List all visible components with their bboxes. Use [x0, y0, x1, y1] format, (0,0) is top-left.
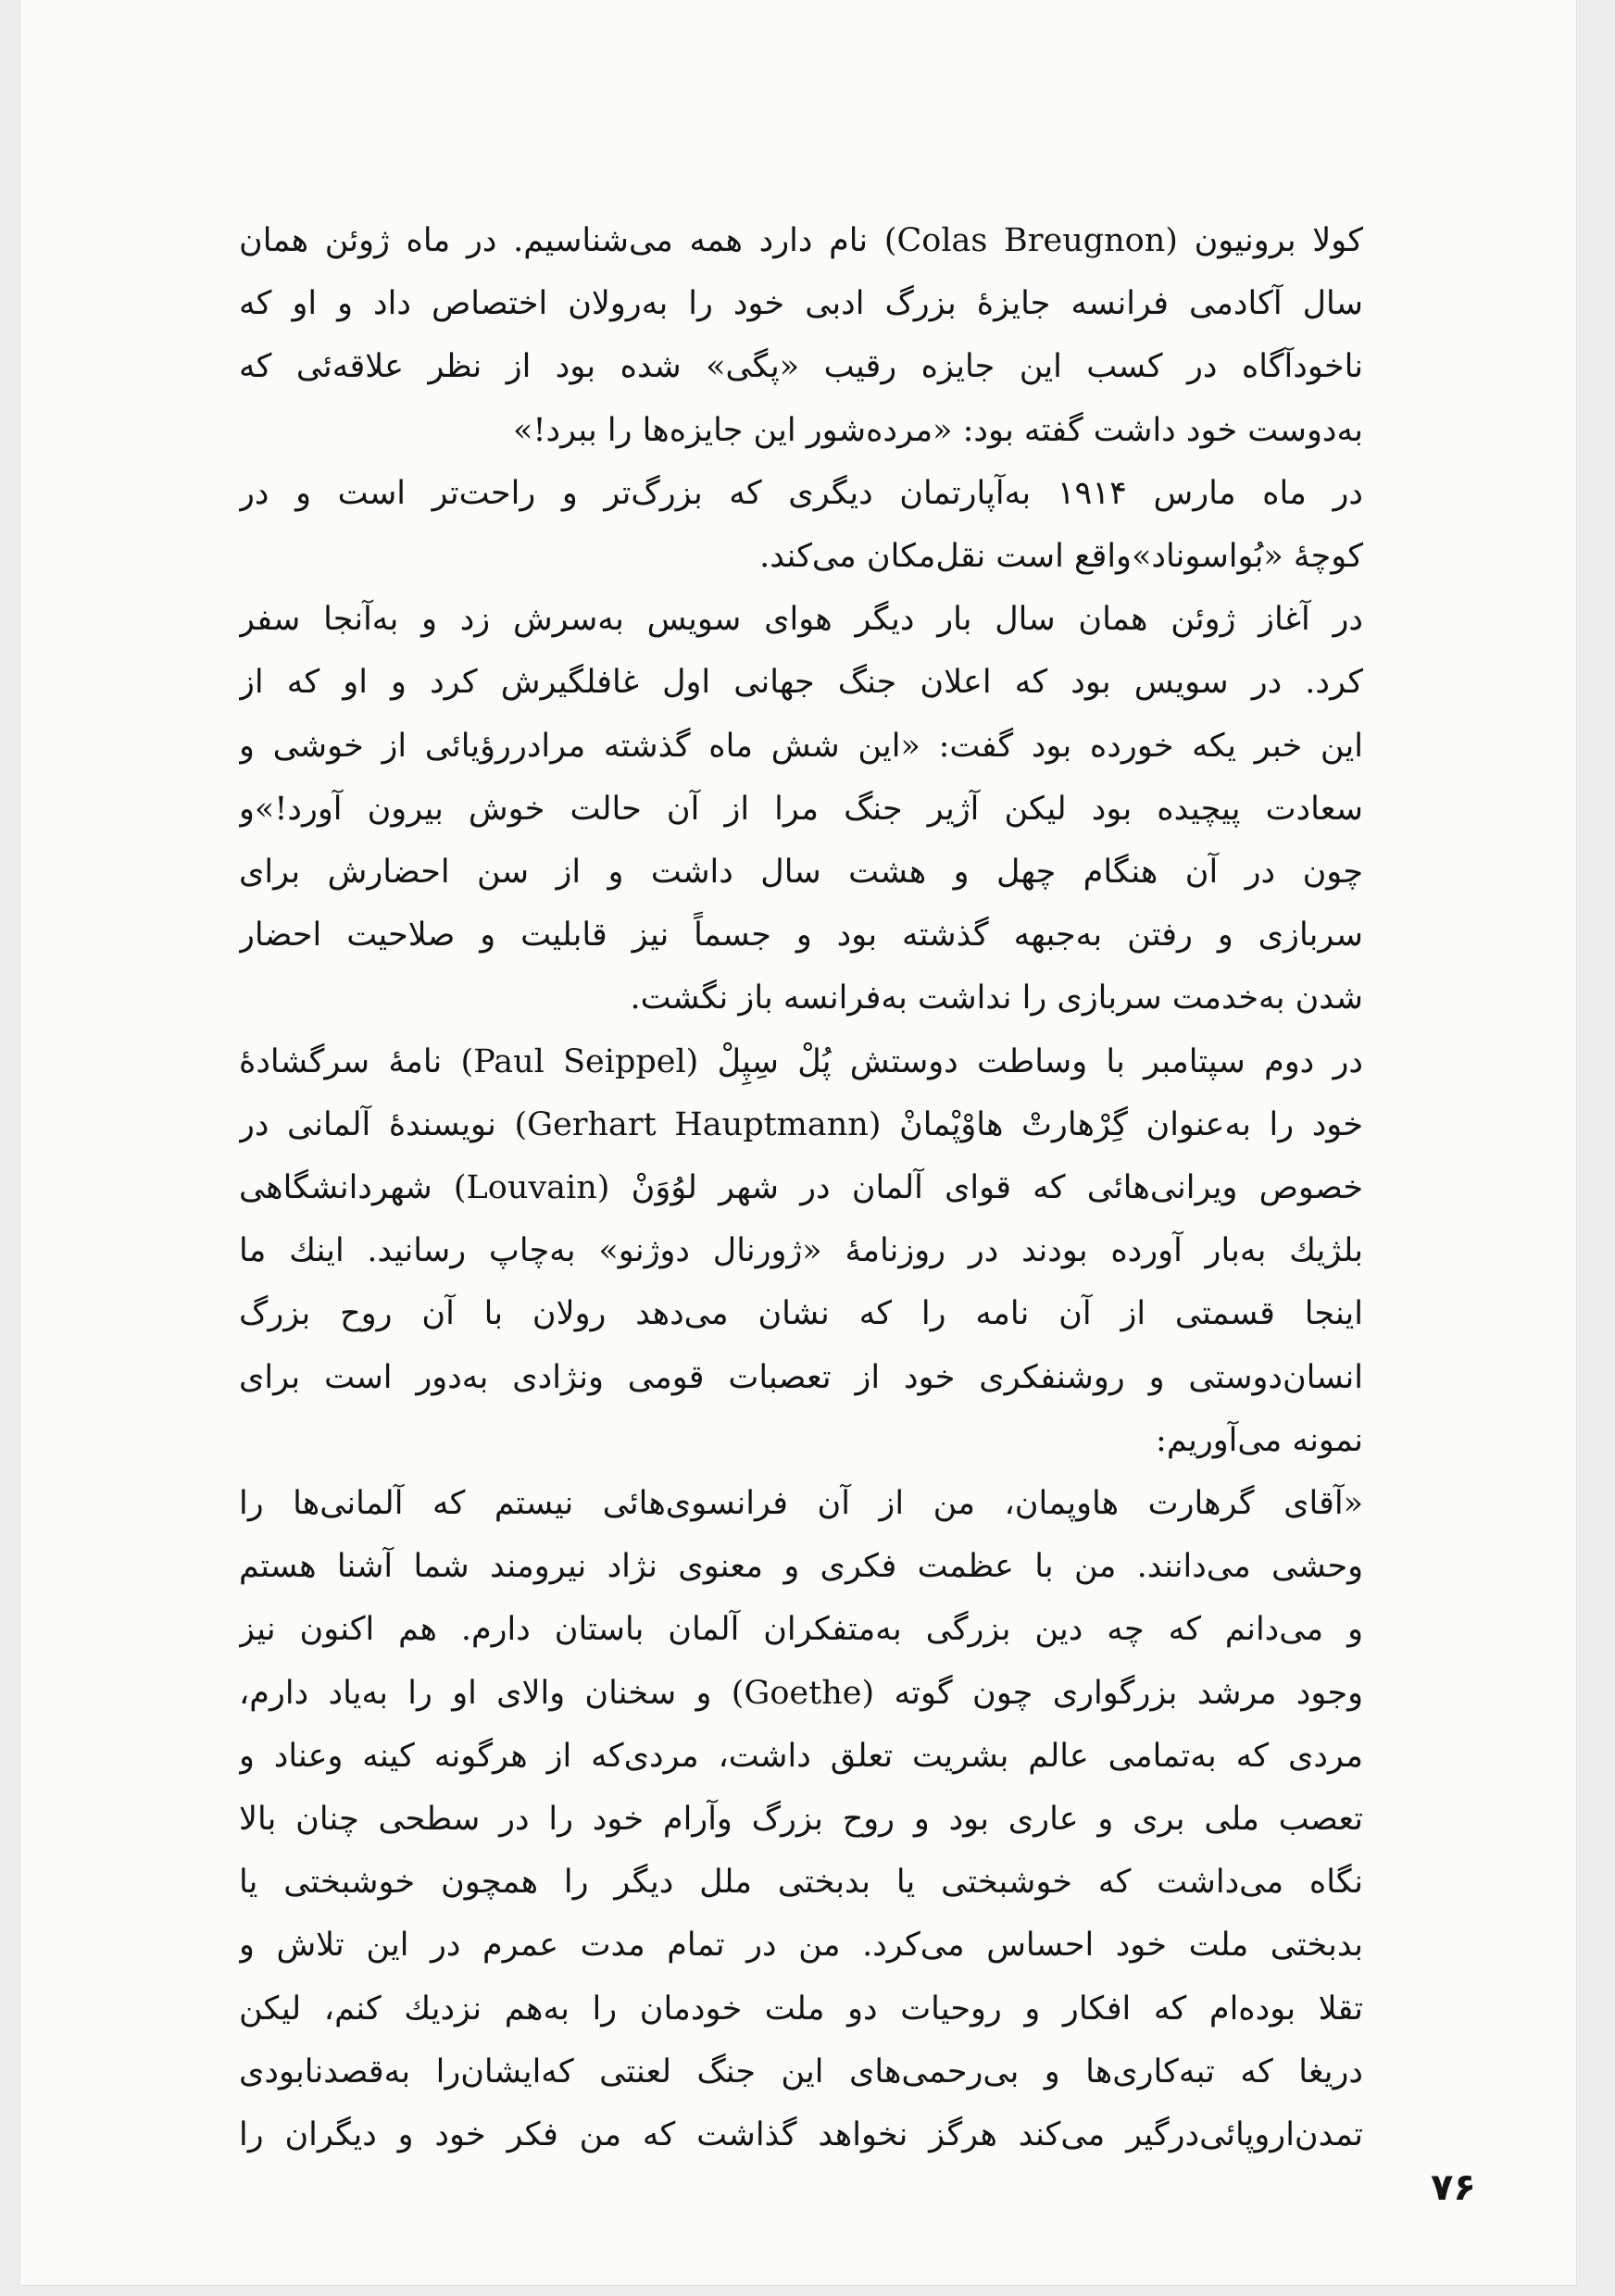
text-line: چون در آن هنگام چهل و هشت سال داشت و از سن احضارش برای: [239, 854, 1363, 892]
text-line: دریغا که تبه‌کاری‌ها و بی‌رحمی‌های این جنگ لعنتی که‌ایشان‌را به‌قصدنابودی: [239, 2053, 1363, 2090]
text-line: کوچهٔ «بُواسوناد»واقع است نقل‌مکان می‌کند.: [759, 538, 1363, 576]
page-number: ۷۶: [1431, 2166, 1476, 2209]
paragraph-5-quote: [239, 1472, 1363, 2166]
text-line: خود را به‌عنوان گِرْهارتْ هاوْپْمانْ (Gerhart Hauptmann) نویسندهٔ آلمانی در: [239, 1105, 1363, 1143]
text-line: تقلا بوده‌ام که افکار و روحیات دو ملت خودمان را به‌هم نزدیك کنم، لیکن: [239, 1990, 1363, 2028]
text-line: و می‌دانم که چه دین بزرگی به‌متفکران آلمان باستان دارم. هم اکنون نیز: [239, 1611, 1363, 1649]
paragraph-4: [239, 1030, 1363, 1472]
text-line: در آغاز ژوئن همان سال بار دیگر هوای سویس به‌سرش زد و به‌آنجا سفر: [239, 601, 1363, 639]
text-line: در ماه مارس ۱۹۱۴ به‌آپارتمان دیگری که بزرگ‌تر و راحت‌تر است و در: [239, 474, 1363, 512]
text-line: نمونه می‌آوریم:: [1156, 1421, 1363, 1459]
body-text: [239, 209, 1363, 2166]
text-line: کرد. در سویس بود که اعلان جنگ جهانی اول غافلگیرش کرد و او که از: [239, 664, 1363, 702]
text-line: خصوص ویرانی‌هائی که قوای آلمان در شهر لوُوَنْ (Louvain) شهردانشگاهی: [239, 1169, 1363, 1207]
text-line: ناخودآگاه در کسب این جایزه رقیب «پگی» شده بود از نظر علاقه‌ئی که: [239, 348, 1363, 386]
text-line: سال آکادمی فرانسه جایزهٔ بزرگ ادبی خود را به‌رولان اختصاص داد و او که: [239, 285, 1363, 323]
text-line: انسان‌دوستی و روشنفکری خود از تعصبات قومی ونژادی به‌دور است برای: [239, 1358, 1363, 1396]
text-line: این خبر یکه خورده بود گفت: «این شش ماه گذشته مرادررؤیائی از خوشی و: [239, 727, 1363, 765]
text-line: بلژیك به‌بار آورده بودند در روزنامهٔ «ژورنال دوژنو» به‌چاپ رسانید. اینك ما: [239, 1232, 1363, 1270]
text-line: به‌دوست خود داشت گفته بود: «مرده‌شور این جایزه‌ها را ببرد!»: [513, 411, 1363, 449]
text-line: نگاه می‌داشت که خوشبختی یا بدبختی ملل دیگر را همچون خوشبختی یا: [239, 1864, 1363, 1902]
paragraph-2: [239, 462, 1363, 588]
paragraph-1: [239, 209, 1363, 462]
text-line: «آقای گرهارت هاوپمان، من از آن فرانسوی‌هائی نیستم که آلمانی‌ها را: [239, 1485, 1363, 1523]
text-line: سعادت پیچیده بود لیکن آژیر جنگ مرا از آن حالت خوش بیرون آورد!»و: [239, 790, 1363, 828]
text-line: بدبختی ملت خود احساس می‌کرد. من در تمام مدت عمرم در این تلاش و: [239, 1927, 1363, 1965]
text-line: وحشی می‌دانند. من با عظمت فکری و معنوی نژاد نیرومند شما آشنا هستم: [239, 1548, 1363, 1586]
text-line: سربازی و رفتن به‌جبهه گذشته بود و جسماً نیز قابلیت و صلاحیت احضار: [239, 917, 1363, 955]
text-line: تعصب ملی بری و عاری بود و روح بزرگ وآرام خود را در سطحی چنان بالا: [239, 1801, 1363, 1839]
text-line: تمدن‌اروپائی‌درگیر می‌کند هرگز نخواهد گذاشت که من فکر خود و دیگران را: [239, 2116, 1363, 2154]
text-line: کولا برونیون (Colas Breugnon) نام دارد همه می‌شناسیم. در ماه ژوئن همان: [239, 222, 1363, 259]
text-line: مردی که به‌تمامی عالم بشریت تعلق داشت، مردی‌که از هرگونه کینه وعناد و: [239, 1737, 1363, 1775]
text-line: شدن به‌خدمت سربازی را نداشت به‌فرانسه باز نگشت.: [630, 980, 1363, 1017]
paragraph-3: [239, 588, 1363, 1029]
text-line: اینجا قسمتی از آن نامه را که نشان می‌دهد رولان با آن روح بزرگ: [239, 1295, 1363, 1333]
text-line: در دوم سپتامبر با وساطت دوستش پُلْ سِپِلْ (Paul Seippel) نامهٔ سرگشادهٔ: [239, 1042, 1363, 1080]
text-line: وجود مرشد بزرگواری چون گوته (Goethe) و سخنان والای او را به‌یاد دارم،: [239, 1674, 1363, 1712]
